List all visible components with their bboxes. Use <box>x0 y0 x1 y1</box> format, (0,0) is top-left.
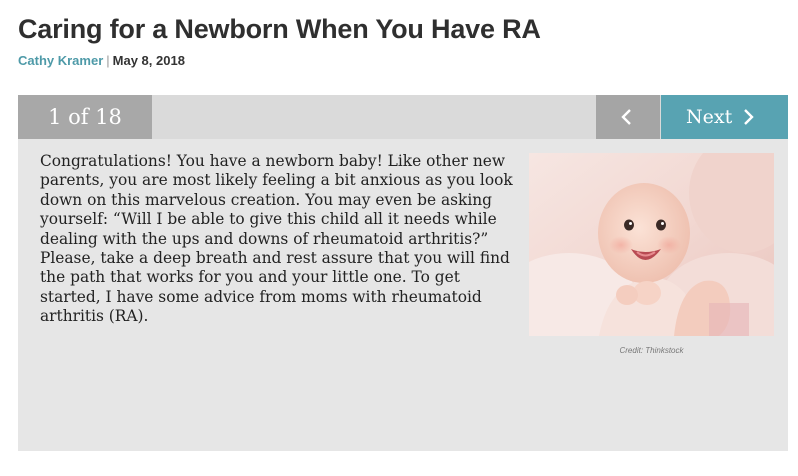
article-title: Caring for a Newborn When You Have RA <box>18 14 541 44</box>
publish-date: May 8, 2018 <box>112 53 185 68</box>
slideshow-nav-bar <box>18 95 788 139</box>
slide-photo <box>529 153 774 336</box>
slide-counter: 1 of 18 <box>18 95 152 139</box>
byline <box>18 53 185 68</box>
slideshow <box>18 95 788 451</box>
baby-photo-image <box>529 153 774 336</box>
chevron-left-icon <box>621 109 633 125</box>
byline-separator: | <box>106 53 110 68</box>
author-link[interactable]: Cathy Kramer <box>18 53 104 68</box>
chevron-right-icon <box>742 109 754 125</box>
image-credit: Credit: Thinkstock <box>619 346 684 355</box>
next-slide-button[interactable] <box>661 95 788 139</box>
slide-body-text: Congratulations! You have a newborn baby! Like other new parents, you are most likely feeling a bit anxious as you look down on this marvelous creation. You may even be asking yourself: “Will I be able to give this child all it needs while dealing with the ups and downs of rheumatoid arthritis?” Please, take a deep breath and rest assure that you will find the path that works for you and your little one. To get started, I have some advice from moms with rheumatoid arthritis (RA). <box>40 152 513 326</box>
next-button-label: Next <box>686 106 733 128</box>
previous-slide-button[interactable] <box>596 95 660 139</box>
